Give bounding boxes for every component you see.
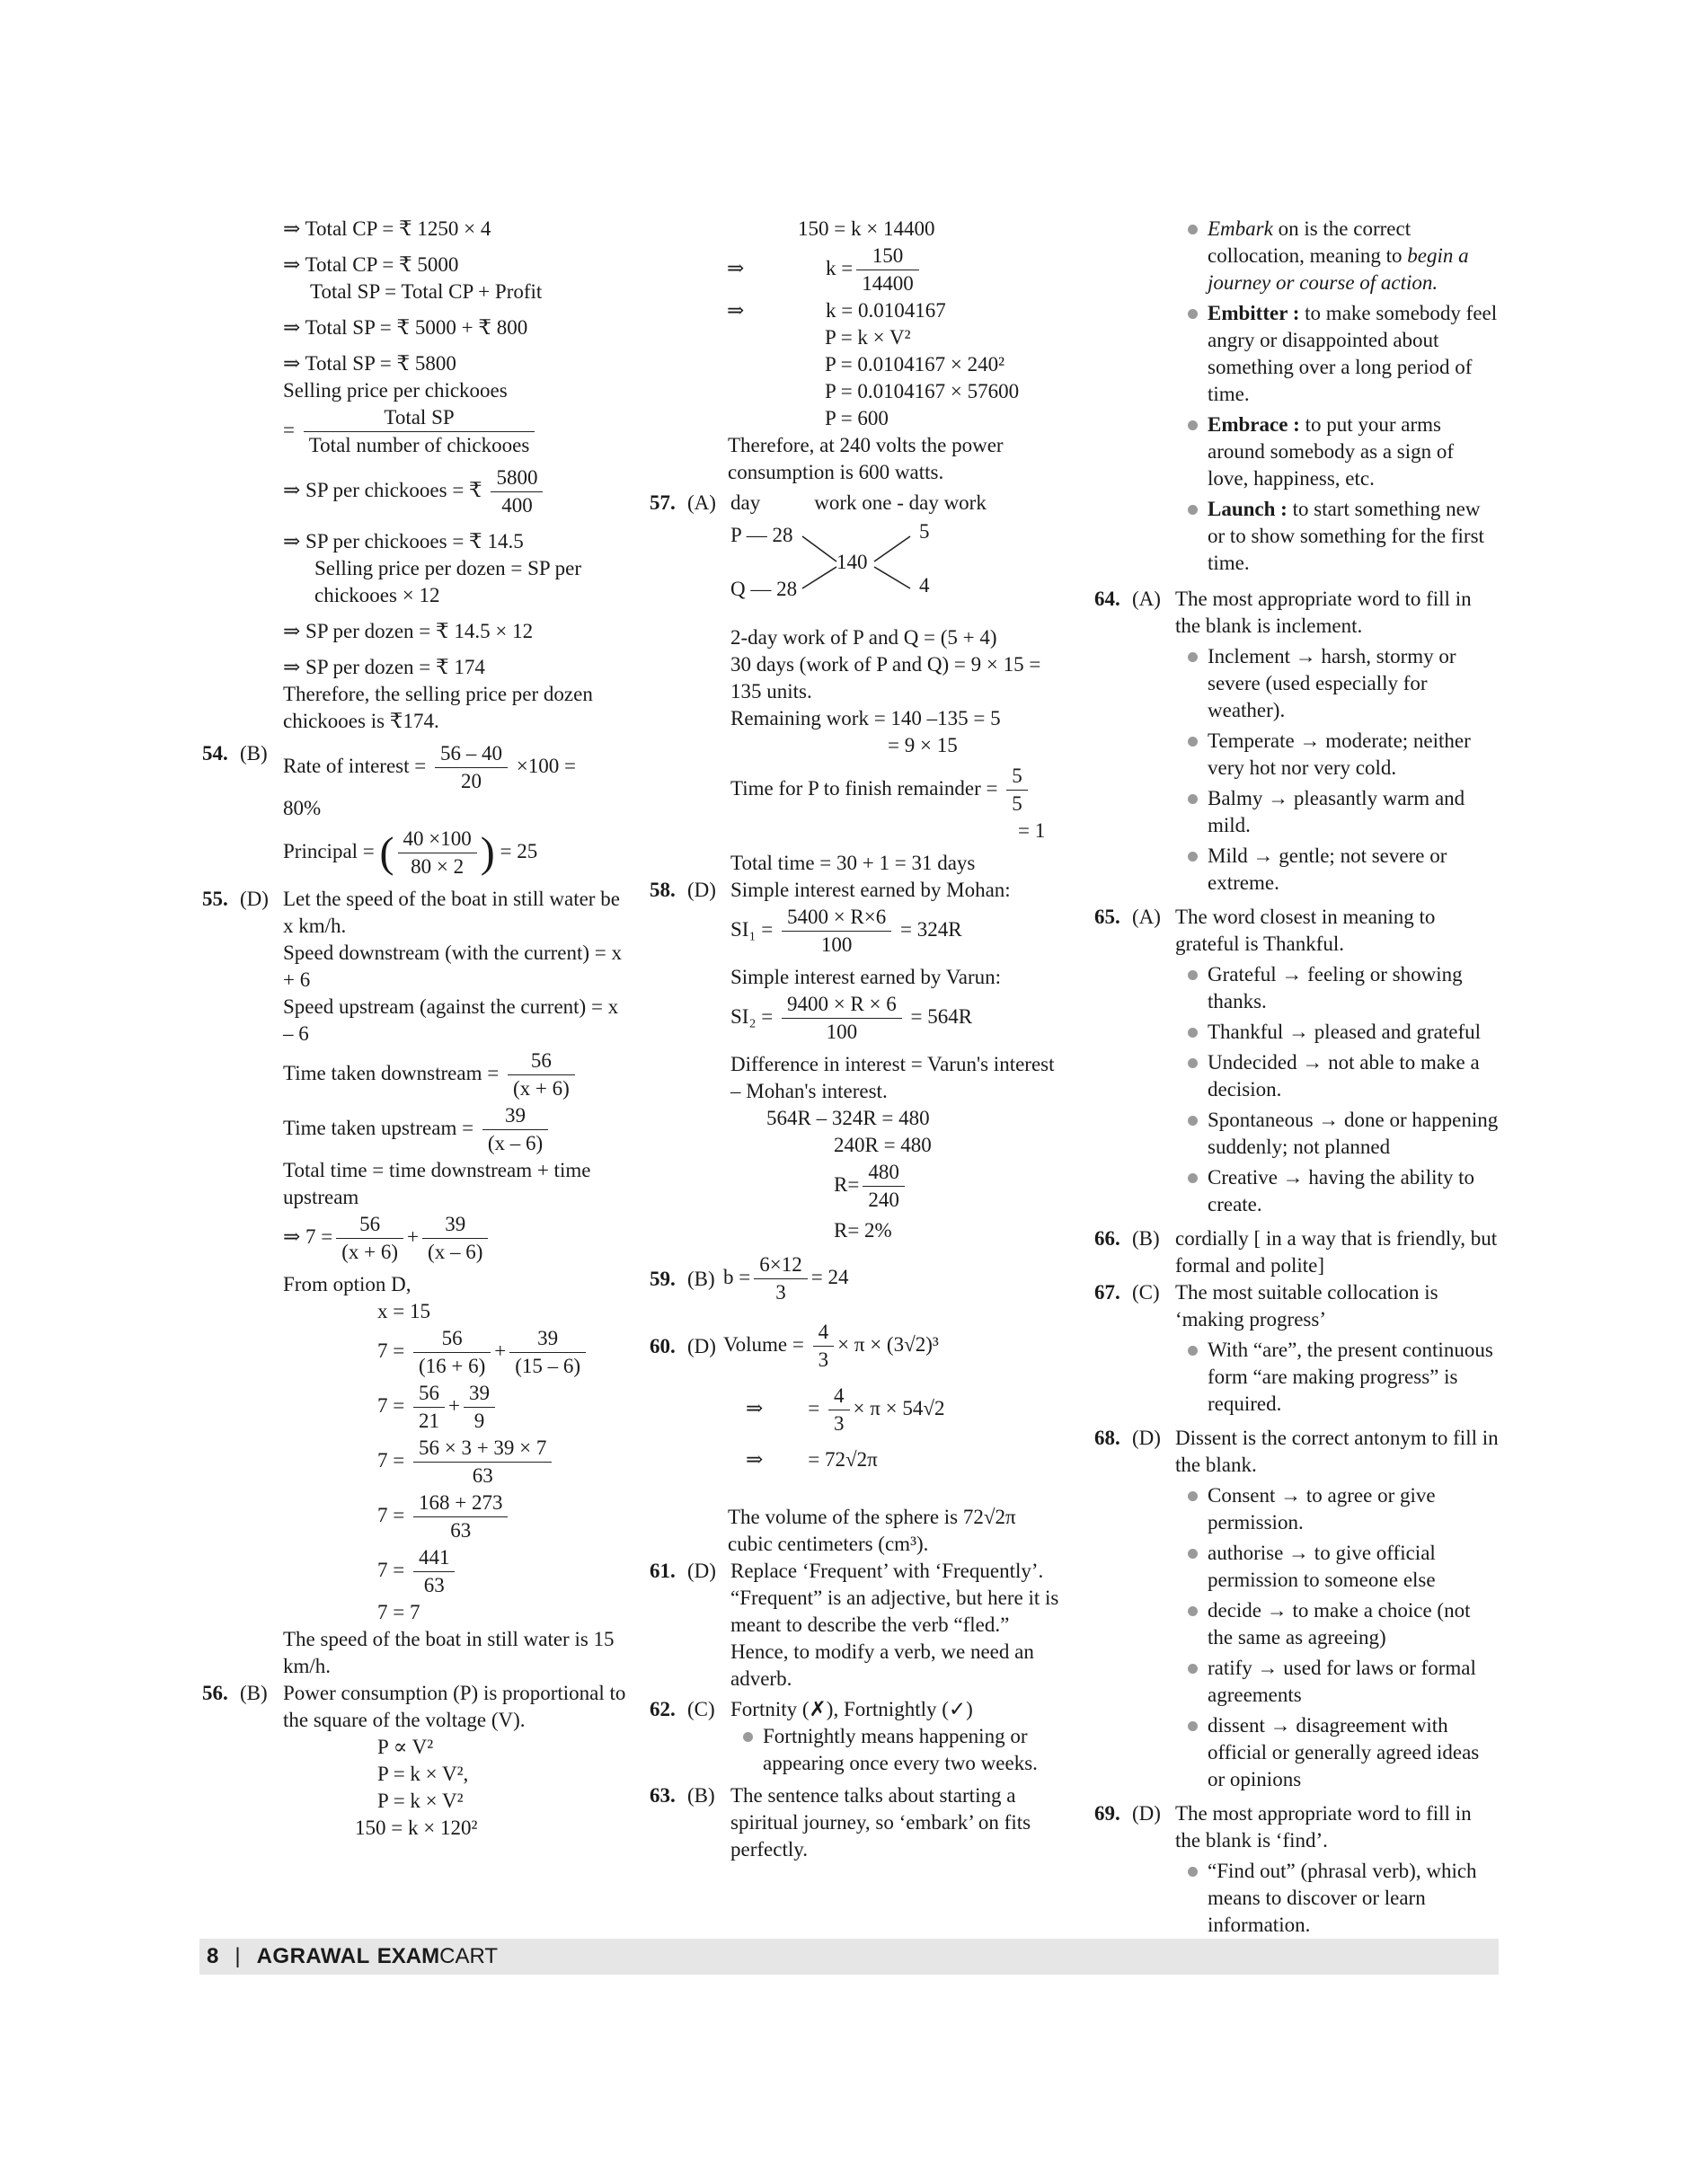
column-3 (1094, 216, 1499, 1939)
bullet-item: Temperate → moderate; neither very hot nor very cold. (1175, 728, 1499, 782)
formula-line: ⇒ k = 0.0104167 (727, 299, 946, 322)
text-line: Selling price per chickooes (283, 379, 508, 402)
question-68: 68. (D) Dissent is the correct antonym to fill in the blank. Consent → to agree or give permission. authorise → to give official permission to someone else decide → to make a choice (not the same as agreeing) ratify → used for laws or formal agreements dissent → disagreement with official or generally agreed ideas or opinions (1094, 1425, 1499, 1793)
bullet-list (1094, 216, 1499, 577)
bullet-item: Spontaneous → done or happening suddenly; not planned (1175, 1107, 1499, 1161)
text-line: Selling price per dozen = SP per chickooes × 12 (314, 557, 581, 606)
page-footer (199, 1939, 1499, 1975)
bullet-item: Undecided → not able to make a decision. (1175, 1049, 1499, 1103)
bullet-item: Thankful → pleased and grateful (1175, 1019, 1499, 1046)
bullet-item: dissent → disagreement with official or generally agreed ideas or opinions (1175, 1712, 1499, 1793)
bullet-item: Launch : to start something new or to show something for the first time. (1175, 496, 1499, 577)
brand-name: AGRAWAL (256, 1944, 370, 1968)
question-61: 61. (D) Replace ‘Frequent’ with ‘Frequently’. “Frequent” is an adjective, but here it is meant to describe the verb “fled.” Hence, to modify a verb, we need an adverb. (650, 1560, 1059, 1690)
bullet-item: Creative → having the ability to create. (1175, 1164, 1499, 1218)
question-55: 55. (D) Let the speed of the boat in still water be x km/h. Speed downstream (with the current) = x + 6 Speed upstream (against the current) = x – 6 Time taken downstream = $\frac{56}{(x + 6)}$ Time taken upstream = $\frac{39}{(x - 6)}$ Total time = time downstream + time upstream ⇒ 7 = $\frac{56}{(x + 6)}$ + $\frac{39}{(x - 6)}$ From option D, x = 15 7 = $\frac{56}{(16 + 6)}$ + $\frac{39}{(15 - 6)}$ 7 = $\frac{56}{21}$ + $\frac{39}{9}$ 7 = $\frac{56 \times 3 + 39 \times 7}{63}$ 7 = $\frac{168 + 273}{63}$ 7 = $\frac{441}{63}$ 7 = 7 The speed of the boat in still water is 15 km/h. (202, 888, 623, 1677)
footer-separator: | (235, 1944, 241, 1968)
page-number: 8 (207, 1944, 219, 1968)
bullet-item: Mild → gentle; not severe or extreme. (1175, 843, 1499, 897)
work-diagram: P — 28 Q — 28 140 5 4 (730, 517, 1000, 624)
bullet-item: ratify → used for laws or formal agreements (1175, 1655, 1499, 1709)
question-59: 59. (B) b = $\frac{6\times 12}{3}$ = 24 (650, 1253, 849, 1304)
bullet-item: Inclement → harsh, stormy or severe (used especially for weather). (1175, 643, 1499, 724)
formula-line: ⇒ SP per chickooes = ₹ $\frac{5800}{400}$ (202, 464, 629, 519)
bullet-item: Embitter : to make somebody feel angry or disappointed about something over a long period of time. (1175, 300, 1499, 408)
question-60: 60. (D) Volume = $\frac{4}{3}$ × π × (3√2)³ ⇒ = $\frac{4}{3}$ × π × 54√2 ⇒ = 72√2π The volume of the sphere is 72√2π cubic centimeters (cm³). (650, 1321, 1016, 1555)
text-line: P = 600 (825, 407, 889, 429)
question-63: 63. (B) The sentence talks about starting a spiritual journey, so ‘embark’ on fits perfectly. (650, 1784, 1031, 1861)
question-69: 69. (D) The most appropriate word to fill in the blank is ‘find’. “Find out” (phrasal verb), which means to discover or learn information. (1094, 1800, 1499, 1939)
bullet-item: Embark on is the correct collocation, meaning to begin a journey or course of action. (1175, 216, 1499, 296)
text-line: ⇒ SP per chickooes = ₹ 14.5 (283, 530, 524, 553)
question-64: 64. (A) The most appropriate word to fill in the blank is inclement. Inclement → harsh, stormy or severe (used especially for weather). Temperate → moderate; neither very hot nor very cold. Balmy → pleasantly warm and mild. Mild → gentle; not severe or extreme. (1094, 586, 1499, 897)
text-line: Therefore, the selling price per dozen chickooes is ₹174. (283, 683, 593, 732)
question-57: 57. (A) day work one - day work P — 28 Q — 28 140 5 4 2-day work of P and Q = (5 + 4) 30 days (work of P and Q) = 9 × 15 = 135 units. Remaining work = 140 –135 = 5 = 9 × 15 Time for P to finish remainder = $\frac{5}{5}$ = 1 Total time = 30 + 1 = 31 days (650, 491, 1046, 874)
question-56: 56. (B) Power consumption (P) is proportional to the square of the voltage (V). P ∝ V² P = k × V², P = k × V² 150 = k × 120² (202, 1682, 626, 1839)
column-2 (650, 216, 1063, 1863)
column-1 (202, 216, 629, 1842)
text-line: ⇒ Total CP = ₹ 5000 (283, 253, 459, 276)
text-line: ⇒ SP per dozen = ₹ 14.5 × 12 (283, 620, 534, 642)
formula-line: ⇒ k = $\frac{150}{14400}$ (650, 243, 1063, 297)
brand-cart: CART (439, 1944, 499, 1968)
text-line: Therefore, at 240 volts the power consumption is 600 watts. (728, 434, 1004, 483)
text-line: P = 0.0104167 × 57600 (825, 380, 1020, 402)
brand-exam: EXAM (376, 1944, 440, 1968)
question-67: 67. (C) The most suitable collocation is ‘making progress’ With “are”, the present continuous form “are making progress” is required. (1094, 1279, 1499, 1418)
bullet-item: Embrace : to put your arms around somebody as a sign of love, happiness, etc. (1175, 411, 1499, 492)
text-line: Total SP = Total CP + Profit (310, 280, 543, 303)
question-62: 62. (C) Fortnity (✗), Fortnightly (✓) Fortnightly means happening or appearing once every two weeks. (650, 1696, 1063, 1777)
fraction: $\frac{\text{Total SP}}{\text{Total number of chickooes}}$ (304, 404, 535, 459)
question-58: 58. (D) Simple interest earned by Mohan: SI₁ = $\frac{5400 \times R\times 6}{100}$ = 324R Simple interest earned by Varun: SI₂ = $\frac{9400 \times R \times 6}{100}$ = 564R Difference in interest = Varun's interest – Mohan's interest. 564R – 324R = 480 240R = 480 R= $\frac{480}{240}$ R= 2% (650, 879, 1055, 1242)
text-line: ⇒ Total SP = ₹ 5800 (283, 352, 456, 375)
text-line: P = k × V² (825, 326, 911, 349)
bullet-item: decide → to make a choice (not the same as agreeing) (1175, 1597, 1499, 1651)
text-line: 150 = k × 14400 (798, 217, 935, 240)
text-line: P = 0.0104167 × 240² (825, 353, 1005, 376)
question-65: 65. (A) The word closest in meaning to grateful is Thankful. Grateful → feeling or showing thanks. Thankful → pleased and grateful Undecided → not able to make a decision. Spontaneous → done or happening suddenly; not planned Creative → having the ability to create. (1094, 904, 1499, 1218)
bullet-item: Grateful → feeling or showing thanks. (1175, 961, 1499, 1015)
text-line: ⇒ Total CP = ₹ 1250 × 4 (283, 217, 491, 240)
bullet-item: With “are”, the present continuous form “are making progress” is required. (1175, 1337, 1499, 1418)
bullet-item: Fortnightly means happening or appearing once every two weeks. (730, 1723, 1063, 1777)
bullet-item: authorise → to give official permission to someone else (1175, 1540, 1499, 1594)
formula-line: = $\frac{\text{Total SP}}{\text{Total number of chickooes}}$ (202, 404, 629, 459)
question-66: 66. (B) cordially [ in a way that is friendly, but formal and polite] (1094, 1227, 1498, 1277)
bullet-item: “Find out” (phrasal verb), which means to discover or learn information. (1175, 1858, 1499, 1939)
bullet-item: Consent → to agree or give permission. (1175, 1482, 1499, 1536)
bullet-item: Balmy → pleasantly warm and mild. (1175, 785, 1499, 839)
text-line: ⇒ SP per dozen = ₹ 174 (283, 656, 485, 678)
diagram-lines (730, 517, 964, 615)
text-line: ⇒ Total SP = ₹ 5000 + ₹ 800 (283, 316, 528, 339)
question-54: 54. (B) Rate of interest = $\frac{56 - 40}{20}$ ×100 = 80% Principal = ( $\frac{40 \times 100}{80 \times 2}$ ) = 25 (202, 742, 576, 878)
